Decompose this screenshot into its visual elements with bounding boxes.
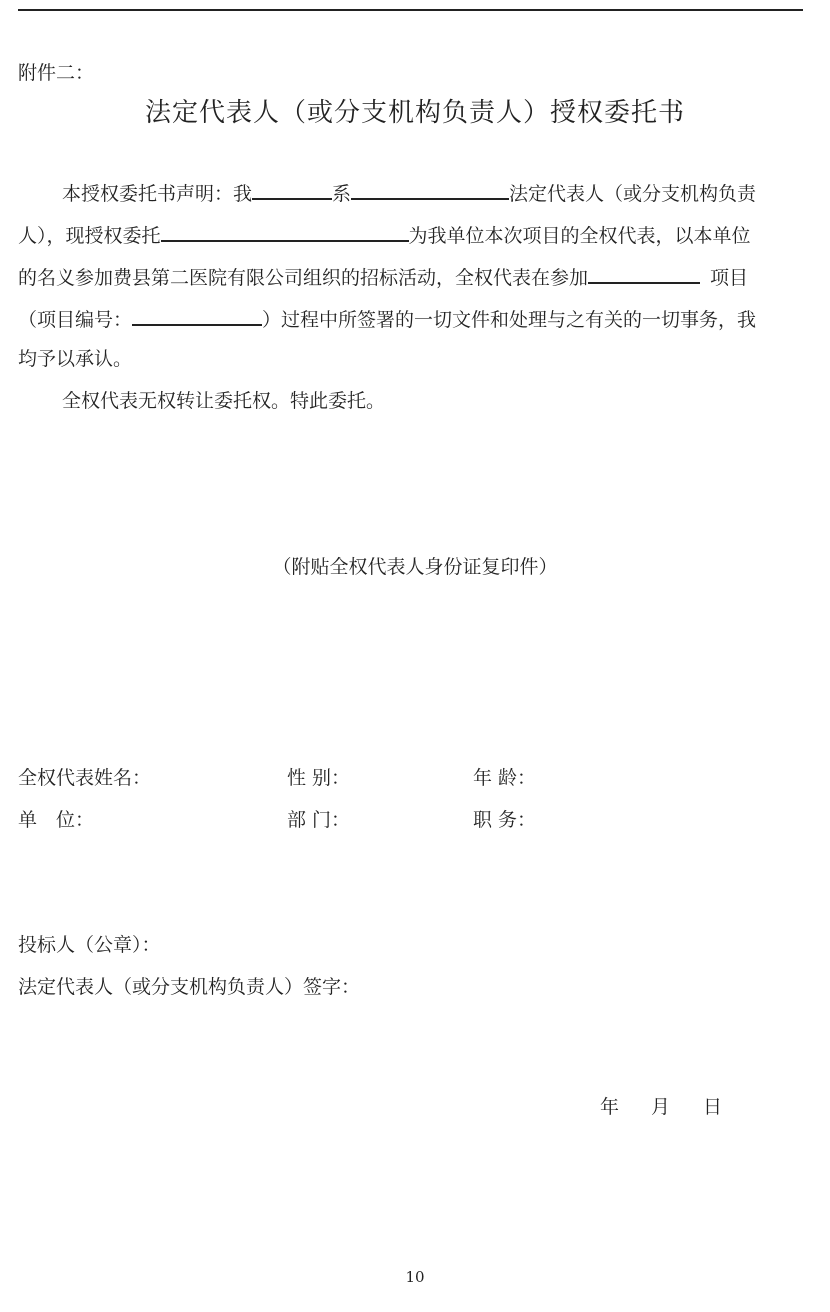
date-day: 日 [703, 1096, 723, 1118]
blank-delegate [161, 222, 409, 242]
blank-company [351, 180, 509, 200]
unit-label: 单 位： [18, 809, 95, 831]
rep-name-label: 全权代表姓名： [18, 767, 152, 789]
blank-name [252, 180, 332, 200]
paragraph1-line4 [18, 306, 756, 331]
text-segment: 人），现授权委托 [18, 225, 161, 247]
text-segment: ）过程中所签署的一切文件和处理与之有关的一切事务，我 [262, 309, 757, 331]
header-rule [18, 9, 803, 11]
paragraph1-line2 [18, 222, 751, 247]
paragraph1-line5: 均予以承认。 [18, 348, 133, 370]
text-segment: 项目 [710, 267, 749, 289]
blank-project [588, 264, 700, 284]
date-year: 年 [600, 1096, 620, 1118]
paragraph1-line1 [62, 180, 756, 205]
document-title: 法定代表人（或分支机构负责人）授权委托书 [144, 98, 685, 128]
position-label: 职 务： [473, 809, 537, 831]
gender-label: 性 别： [287, 767, 351, 789]
age-label: 年 龄： [473, 767, 537, 789]
attachment-label: 附件二： [18, 62, 95, 84]
paragraph1-line3 [18, 264, 748, 289]
bidder-seal-label: 投标人（公章）： [18, 934, 161, 956]
text-segment: 法定代表人（或分支机构负责 [509, 183, 757, 205]
text-segment: 系 [332, 183, 352, 205]
legal-rep-signature-label: 法定代表人（或分支机构负责人）签字： [18, 976, 361, 998]
paragraph2: 全权代表无权转让委托权。特此委托。 [62, 390, 386, 412]
id-copy-note: （附贴全权代表人身份证复印件） [272, 556, 558, 578]
text-segment: （项目编号： [18, 309, 133, 331]
date-month: 月 [651, 1096, 671, 1118]
text-segment: 的名义参加费县第二医院有限公司组织的招标活动，全权代表在参加 [18, 267, 589, 289]
blank-project-number [132, 306, 262, 326]
department-label: 部 门： [287, 809, 351, 831]
text-segment: 本授权委托书声明：我 [62, 183, 253, 205]
text-segment: 为我单位本次项目的全权代表，以本单位 [408, 225, 751, 247]
page-number: 10 [405, 1268, 425, 1286]
